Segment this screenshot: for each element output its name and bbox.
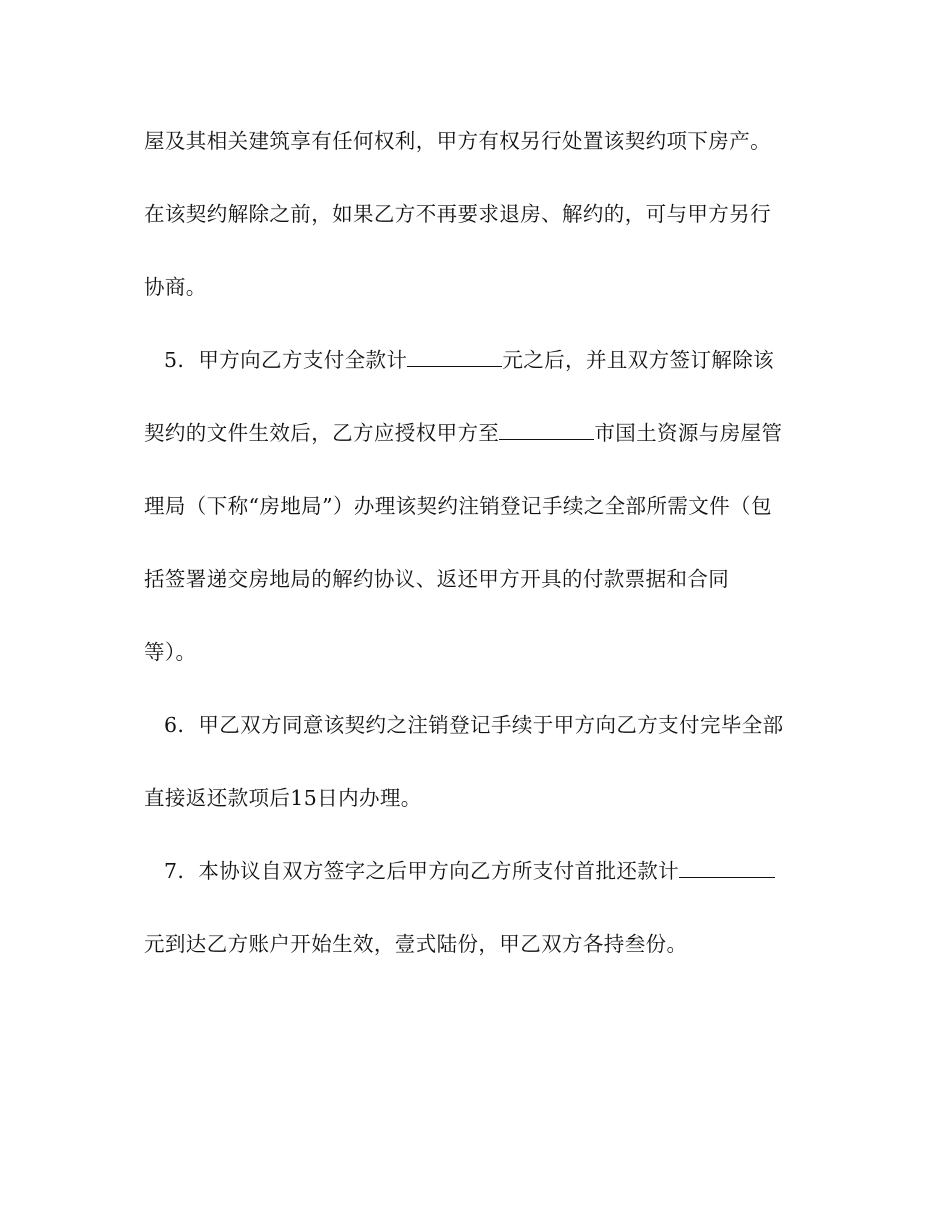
clause-5-line-4: 括签署递交房地局的解约协议、返还甲方开具的付款票据和合同 (144, 567, 730, 591)
clause-5-text: 元之后，并且双方签订解除该 (502, 348, 775, 372)
clause-6-line-2: 直接返还款项后15日内办理。 (144, 786, 422, 810)
clause-5-text: 5．甲方向乙方支付全款计 (164, 348, 408, 372)
clause-7-line-2: 元到达乙方账户开始生效，壹式陆份，甲乙双方各持叁份。 (144, 932, 688, 956)
paragraph-line: 屋及其相关建筑享有任何权利，甲方有权另行处置该契约项下房产。 (144, 129, 771, 153)
paragraph-line: 在该契约解除之前，如果乙方不再要求退房、解约的，可与甲方另行 (144, 202, 771, 226)
clause-6-line-1: 6．甲乙双方同意该契约之注销登记手续于甲方向乙方支付完毕全部 (164, 713, 784, 737)
clause-5-line-5: 等）。 (144, 640, 197, 664)
amount-blank-field[interactable] (407, 348, 502, 367)
clause-5-text: 契约的文件生效后，乙方应授权甲方至 (144, 421, 500, 445)
clause-5-line-1 (164, 345, 774, 375)
clause-5-line-3: 理局（下称“房地局”）办理该契约注销登记手续之全部所需文件（包 (144, 494, 772, 518)
clause-7-line-1 (164, 856, 775, 886)
paragraph-line: 协商。 (144, 275, 207, 299)
clause-5-line-2 (144, 418, 782, 448)
city-blank-field[interactable] (499, 421, 594, 440)
clause-7-text: 7．本协议自双方签字之后甲方向乙方所支付首批还款计 (164, 859, 680, 883)
clause-5-text: 市国土资源与房屋管 (594, 421, 783, 445)
first-repayment-blank-field[interactable] (679, 859, 775, 878)
